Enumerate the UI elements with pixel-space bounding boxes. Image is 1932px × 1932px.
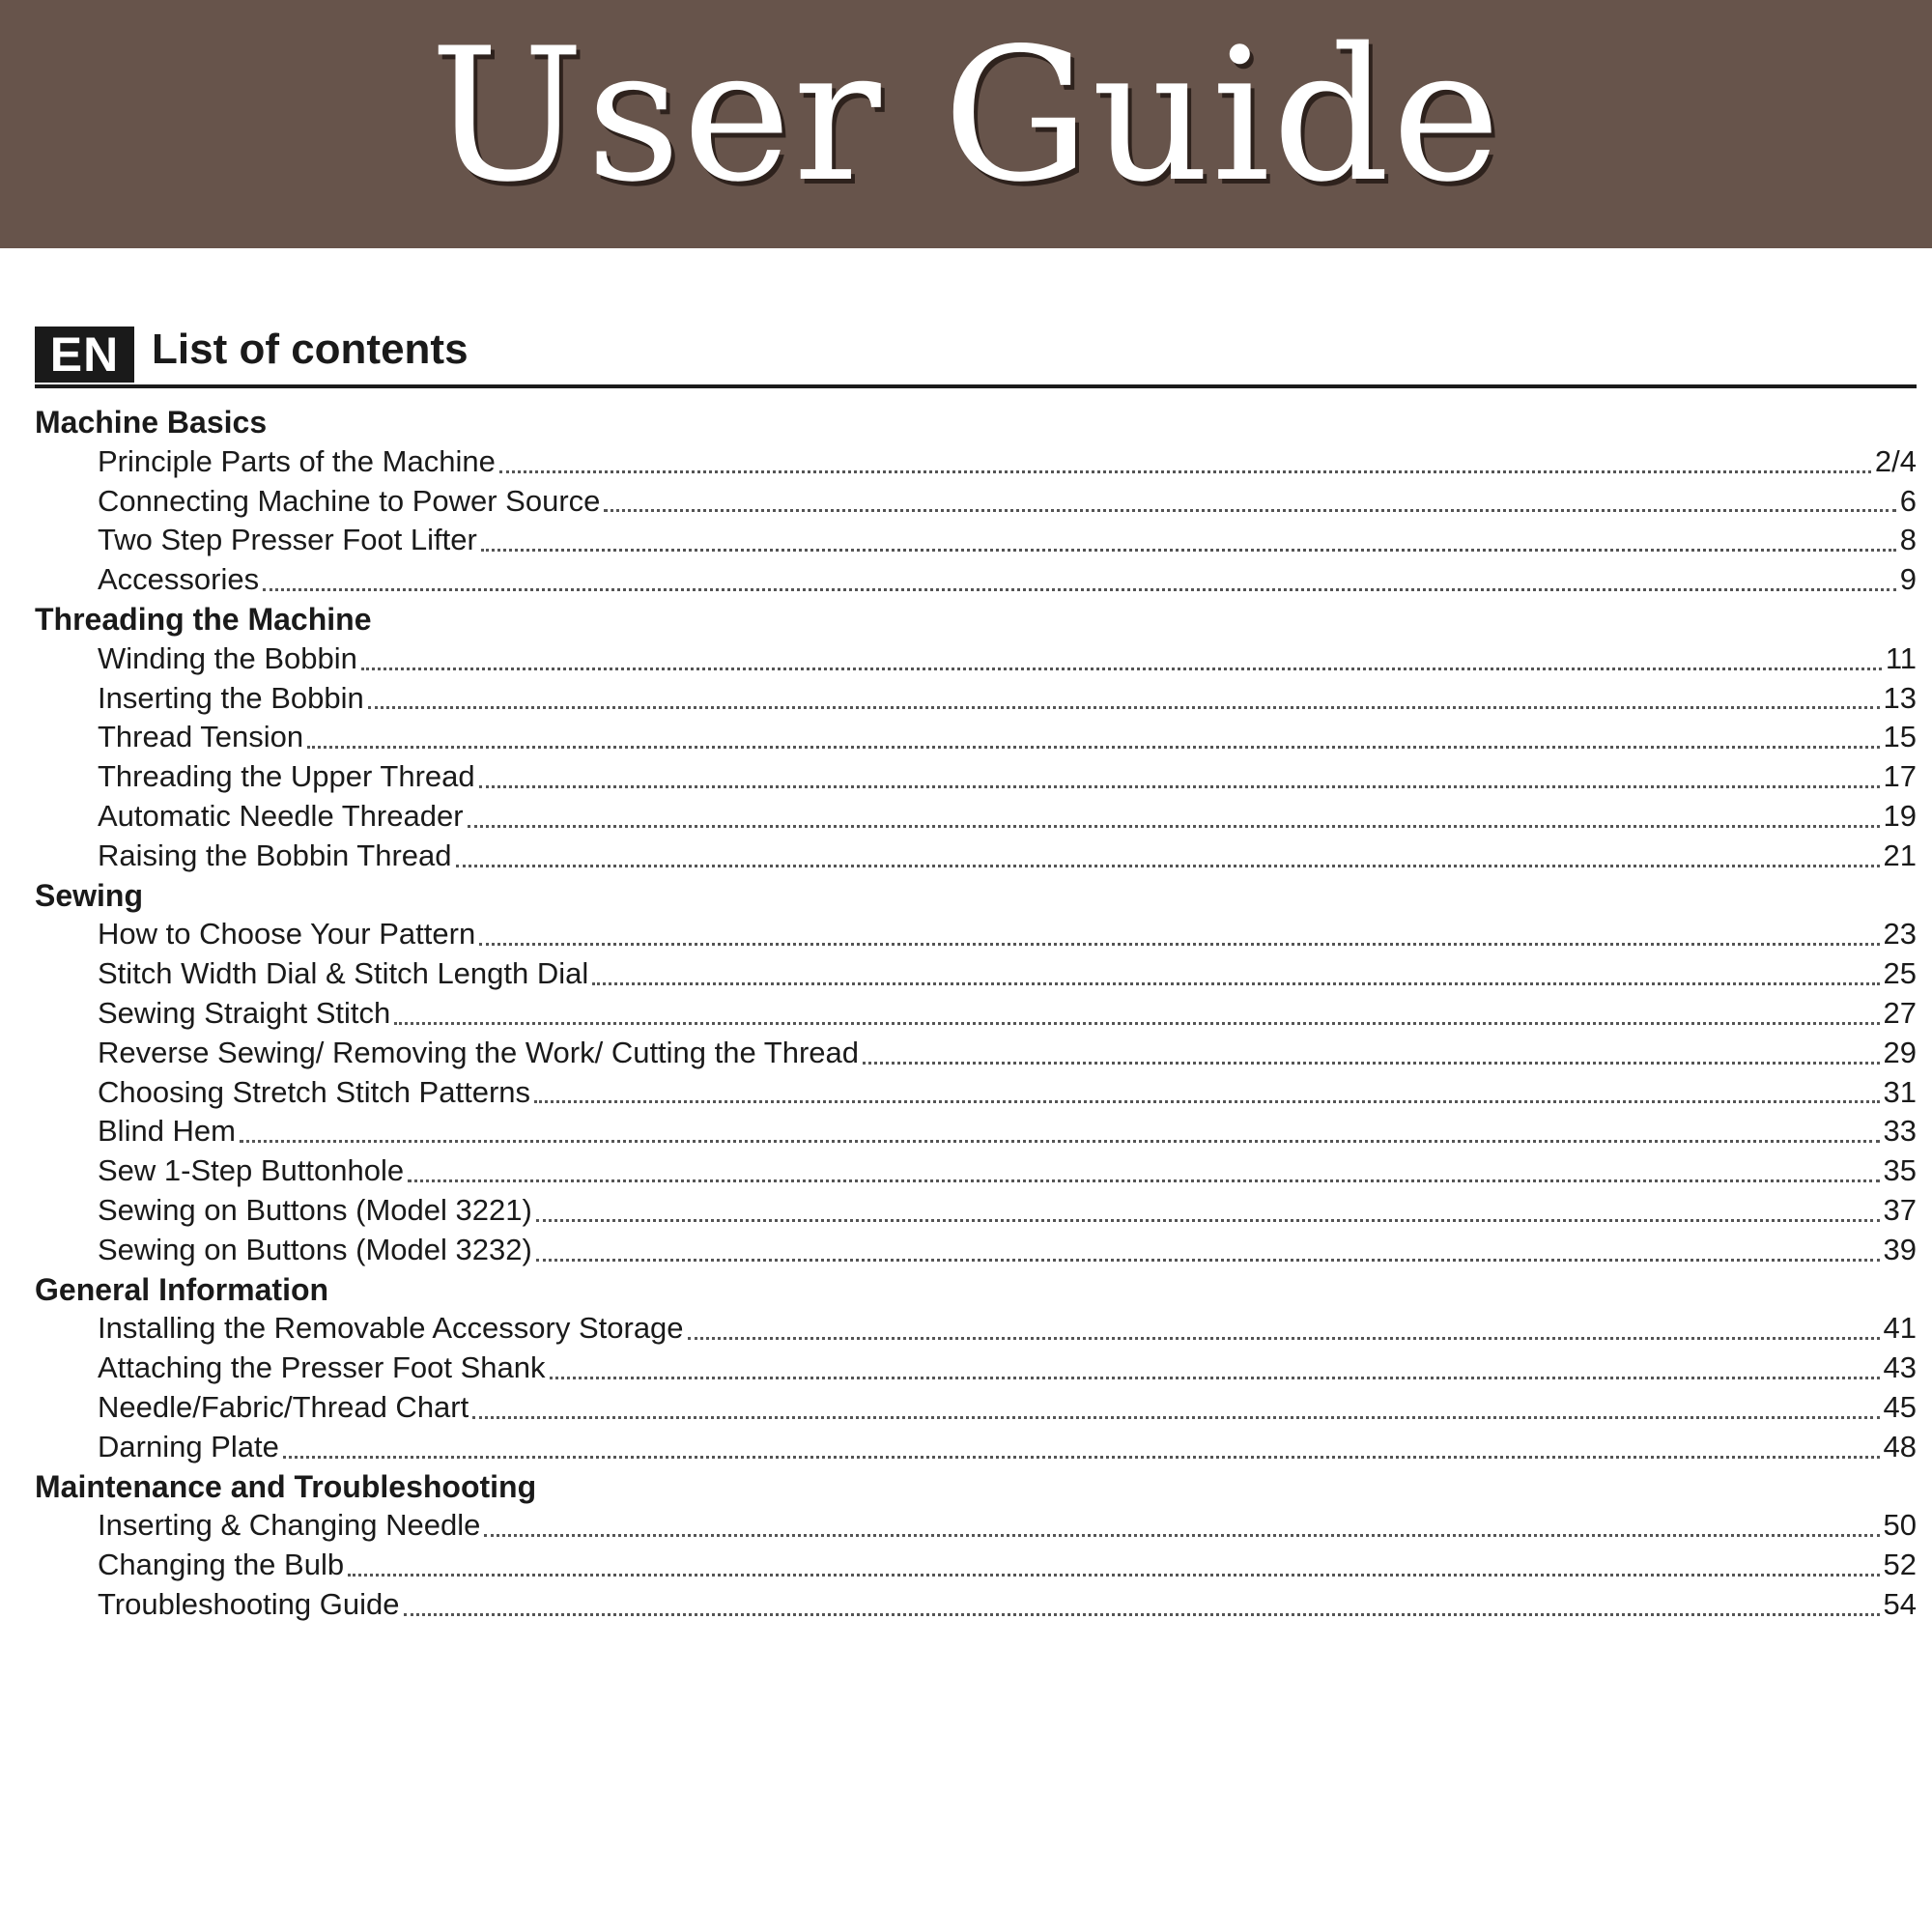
toc-entry-label: Troubleshooting Guide bbox=[98, 1586, 400, 1621]
toc-entry-page: 23 bbox=[1883, 917, 1917, 952]
toc-entry[interactable] bbox=[35, 1428, 1917, 1467]
toc-entry-page: 25 bbox=[1883, 956, 1917, 991]
toc-entry-label: Winding the Bobbin bbox=[98, 640, 357, 675]
dot-leader bbox=[688, 1337, 1880, 1340]
dot-leader bbox=[604, 509, 1895, 512]
toc-entry[interactable] bbox=[35, 1112, 1917, 1151]
section-heading: Machine Basics bbox=[35, 405, 268, 440]
toc-entry[interactable] bbox=[35, 1151, 1917, 1191]
dot-leader bbox=[534, 1100, 1880, 1103]
dot-leader bbox=[394, 1022, 1879, 1025]
toc-entry-page: 31 bbox=[1883, 1074, 1917, 1109]
dot-leader bbox=[484, 1534, 1879, 1537]
toc-entry-page: 8 bbox=[1899, 523, 1917, 557]
dot-leader bbox=[408, 1179, 1879, 1182]
toc-entry-page: 27 bbox=[1883, 995, 1917, 1030]
toc-entry-label: Stitch Width Dial & Stitch Length Dial bbox=[98, 956, 589, 991]
toc-entry-label: Principle Parts of the Machine bbox=[98, 443, 496, 478]
toc-entry[interactable] bbox=[35, 1506, 1917, 1546]
toc-entry[interactable] bbox=[35, 797, 1917, 837]
toc-entry[interactable] bbox=[35, 837, 1917, 876]
toc-entry[interactable] bbox=[35, 757, 1917, 797]
section-heading: General Information bbox=[35, 1271, 329, 1307]
dot-leader bbox=[550, 1377, 1880, 1379]
toc-entry-page: 11 bbox=[1885, 640, 1917, 675]
title-banner bbox=[0, 0, 1932, 248]
dot-leader bbox=[283, 1456, 1880, 1459]
language-badge: EN bbox=[35, 327, 134, 383]
toc-entry-page: 15 bbox=[1883, 720, 1917, 754]
toc-entry[interactable] bbox=[35, 679, 1917, 719]
banner-title: User Guide bbox=[429, 8, 1503, 222]
toc-entry-label: Two Step Presser Foot Lifter bbox=[98, 523, 477, 557]
toc-entry-page: 33 bbox=[1883, 1114, 1917, 1149]
toc-entry[interactable] bbox=[35, 994, 1917, 1034]
toc-entry-label: Sewing on Buttons (Model 3221) bbox=[98, 1192, 532, 1227]
toc-entry-label: Darning Plate bbox=[98, 1429, 279, 1463]
section-heading: Sewing bbox=[35, 877, 144, 913]
toc-entry-label: Sewing on Buttons (Model 3232) bbox=[98, 1232, 532, 1266]
toc-entry-label: Thread Tension bbox=[98, 720, 304, 754]
toc-title: List of contents bbox=[152, 326, 469, 373]
dot-leader bbox=[404, 1613, 1880, 1616]
dot-leader bbox=[240, 1140, 1880, 1143]
dot-leader bbox=[536, 1219, 1880, 1222]
toc-entry[interactable] bbox=[35, 1349, 1917, 1388]
toc-entry[interactable] bbox=[35, 1034, 1917, 1073]
dot-leader bbox=[479, 785, 1880, 788]
toc-entry-label: Threading the Upper Thread bbox=[98, 759, 475, 794]
toc-entry[interactable] bbox=[35, 560, 1917, 600]
toc-entry-label: Raising the Bobbin Thread bbox=[98, 838, 452, 872]
toc-entry-page: 39 bbox=[1883, 1232, 1917, 1266]
toc-entry[interactable] bbox=[35, 1585, 1917, 1625]
toc-entry-label: Choosing Stretch Stitch Patterns bbox=[98, 1074, 531, 1109]
dot-leader bbox=[592, 982, 1879, 985]
section-heading: Maintenance and Troubleshooting bbox=[35, 1468, 537, 1504]
toc-entry-label: Reverse Sewing/ Removing the Work/ Cutting the Thread bbox=[98, 1035, 860, 1069]
toc-entry-label: How to Choose Your Pattern bbox=[98, 917, 476, 952]
toc-entry-label: Sew 1-Step Buttonhole bbox=[98, 1153, 405, 1188]
toc-entry-label: Changing the Bulb bbox=[98, 1548, 345, 1582]
toc-entry-page: 48 bbox=[1883, 1429, 1917, 1463]
dot-leader bbox=[481, 549, 1896, 552]
toc-entry[interactable] bbox=[35, 954, 1917, 994]
toc-entry-page: 19 bbox=[1883, 798, 1917, 833]
toc-entry[interactable] bbox=[35, 521, 1917, 560]
toc-entry[interactable] bbox=[35, 1073, 1917, 1113]
toc-entry[interactable] bbox=[35, 482, 1917, 522]
toc-entry[interactable] bbox=[35, 915, 1917, 954]
toc-entry-label: Attaching the Presser Foot Shank bbox=[98, 1350, 546, 1385]
dot-leader bbox=[361, 668, 1882, 670]
toc-entry-page: 29 bbox=[1883, 1035, 1917, 1069]
dot-leader bbox=[368, 706, 1880, 709]
dot-leader bbox=[499, 470, 1871, 473]
toc-entry-label: Sewing Straight Stitch bbox=[98, 995, 391, 1030]
dot-leader bbox=[536, 1259, 1880, 1262]
toc-entry-label: Inserting & Changing Needle bbox=[98, 1508, 481, 1543]
toc-entry-page: 2/4 bbox=[1874, 443, 1917, 478]
toc-entry[interactable] bbox=[35, 1388, 1917, 1428]
toc-entry[interactable] bbox=[35, 1546, 1917, 1585]
toc-entry-page: 41 bbox=[1883, 1311, 1917, 1346]
toc-entry-label: Connecting Machine to Power Source bbox=[98, 483, 601, 518]
dot-leader bbox=[468, 825, 1880, 828]
toc-entry-label: Needle/Fabric/Thread Chart bbox=[98, 1389, 469, 1424]
toc-entry-page: 37 bbox=[1883, 1192, 1917, 1227]
toc-entry-page: 43 bbox=[1883, 1350, 1917, 1385]
toc-entry-page: 50 bbox=[1883, 1508, 1917, 1543]
dot-leader bbox=[479, 943, 1879, 946]
toc-entry[interactable] bbox=[35, 442, 1917, 482]
dot-leader bbox=[307, 746, 1879, 749]
section-heading: Threading the Machine bbox=[35, 601, 372, 637]
toc-entry[interactable] bbox=[35, 718, 1917, 757]
toc-entry[interactable] bbox=[35, 1191, 1917, 1231]
toc-entry-label: Installing the Removable Accessory Storage bbox=[98, 1311, 684, 1346]
toc-entry-label: Inserting the Bobbin bbox=[98, 680, 364, 715]
toc-entry-page: 52 bbox=[1883, 1548, 1917, 1582]
dot-leader bbox=[456, 865, 1880, 867]
toc-entry-page: 6 bbox=[1899, 483, 1917, 518]
toc-header bbox=[35, 325, 1917, 388]
toc-entry-page: 9 bbox=[1899, 562, 1917, 597]
toc-entry-page: 21 bbox=[1883, 838, 1917, 872]
toc-entry[interactable] bbox=[35, 1231, 1917, 1270]
toc-entry-page: 45 bbox=[1883, 1389, 1917, 1424]
toc-entry-page: 13 bbox=[1883, 680, 1917, 715]
table-of-contents bbox=[35, 403, 1917, 1625]
dot-leader bbox=[863, 1062, 1879, 1065]
dot-leader bbox=[348, 1574, 1879, 1577]
toc-entry-label: Automatic Needle Threader bbox=[98, 798, 464, 833]
dot-leader bbox=[263, 588, 1896, 591]
toc-entry[interactable] bbox=[35, 1309, 1917, 1349]
toc-entry-page: 54 bbox=[1883, 1586, 1917, 1621]
toc-entry[interactable] bbox=[35, 639, 1917, 679]
toc-entry-label: Accessories bbox=[98, 562, 260, 597]
toc-entry-page: 17 bbox=[1883, 759, 1917, 794]
dot-leader bbox=[472, 1416, 1879, 1419]
toc-entry-label: Blind Hem bbox=[98, 1114, 236, 1149]
toc-entry-page: 35 bbox=[1883, 1153, 1917, 1188]
